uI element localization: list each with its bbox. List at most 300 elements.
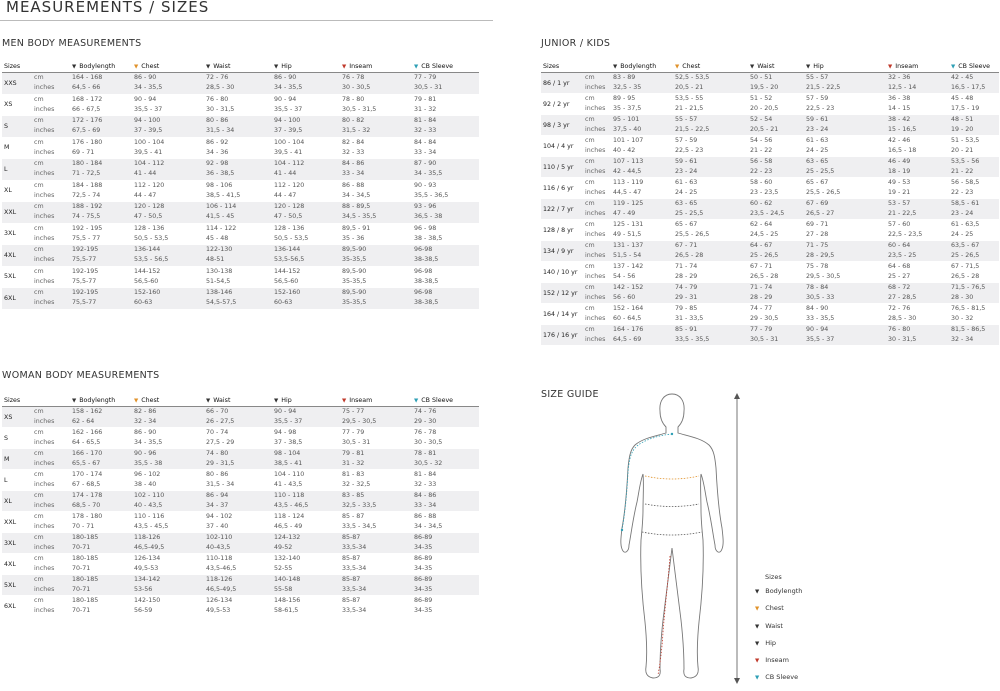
header-waist: ▼ Waist bbox=[748, 61, 804, 73]
measurement-cell-waist: 122-130 48-51 bbox=[204, 245, 272, 267]
measurement-cell-bodylength: 113 - 119 44,5 - 47 bbox=[613, 179, 644, 196]
unit-labels: cm inches bbox=[32, 533, 70, 554]
size-label: M bbox=[4, 144, 10, 152]
measurement-cell-waist: 51 - 52 20 - 20,5 bbox=[750, 95, 779, 112]
measurement-cell-cb-sleeve: 74 - 76 29 - 30 bbox=[412, 407, 479, 428]
measurement-cell-bodylength: 166 - 170 65,5 - 67 bbox=[70, 449, 132, 470]
measurement-cell-chest: 112 - 120 44 - 47 bbox=[134, 181, 165, 199]
header-bodylength: ▼ Bodylength bbox=[611, 61, 673, 73]
measurement-cell-chest: 71 - 74 28 - 29 bbox=[675, 263, 698, 280]
measurement-cell-hip: 104 - 112 41 - 44 bbox=[272, 159, 340, 181]
measurement-cell-chest: 61 - 63 24 - 25 bbox=[675, 179, 698, 196]
table-row bbox=[2, 512, 479, 533]
measurement-cell-waist: 72 - 76 28,5 - 30 bbox=[204, 73, 272, 95]
unit-labels: cm inches bbox=[34, 513, 55, 530]
table-row bbox=[2, 180, 479, 202]
measurement-cell-waist: 118-126 46,5-49,5 bbox=[204, 575, 272, 596]
table-row bbox=[2, 596, 479, 617]
measurement-cell-chest: 52,5 - 53,5 20,5 - 21 bbox=[673, 73, 748, 94]
measurement-cell-hip: 140-148 55-58 bbox=[272, 575, 340, 596]
measurement-cell-chest: 79 - 85 31 - 33,5 bbox=[675, 305, 704, 322]
table-row bbox=[2, 288, 479, 310]
measurement-cell-cb-sleeve: 63,5 - 67 25 - 26,5 bbox=[949, 241, 999, 262]
measurement-cell-inseam: 84 - 86 33 - 34 bbox=[340, 159, 412, 181]
measurement-cell-chest: 90 - 94 35,5 - 37 bbox=[134, 95, 163, 113]
measurement-cell-hip: 63 - 65 25 - 25,5 bbox=[804, 157, 886, 178]
measurement-cell-waist: 58 - 60 23 - 23,5 bbox=[750, 179, 779, 196]
measurement-cell-cb-sleeve: 84 - 84 33 - 34 bbox=[414, 138, 437, 156]
measurement-cell-waist: 102-110 40-43,5 bbox=[204, 533, 272, 554]
size-label: XS bbox=[2, 407, 32, 428]
measurement-cell-chest: 86 - 90 34 - 35,5 bbox=[132, 73, 204, 95]
unit-labels: cm inches bbox=[34, 224, 55, 242]
unit-labels: cm inches bbox=[32, 575, 70, 596]
body-silhouette bbox=[621, 394, 723, 678]
measurement-cell-hip: 69 - 71 27 - 28 bbox=[806, 221, 829, 238]
measurement-cell-chest: 110 - 116 43,5 - 45,5 bbox=[134, 513, 169, 530]
measurement-cell-cb-sleeve: 96-98 38-38,5 bbox=[412, 245, 479, 267]
measurement-cell-hip: 94 - 100 37 - 39,5 bbox=[272, 116, 340, 138]
measurement-cell-bodylength: 188 - 192 74 - 75,5 bbox=[70, 202, 132, 224]
measurement-cell-bodylength: 170 - 174 67 - 68,5 bbox=[72, 471, 103, 488]
unit-labels: cm inches bbox=[32, 202, 70, 224]
measurement-cell-waist: 110-118 43,5-46,5 bbox=[206, 555, 237, 572]
measurement-cell-bodylength: 184 - 188 72,5 - 74 bbox=[72, 181, 103, 199]
unit-labels: cm inches bbox=[583, 115, 611, 136]
unit-labels: cm inches bbox=[32, 116, 70, 138]
junior-section-title: JUNIOR / KIDS bbox=[541, 38, 611, 49]
measurement-cell-cb-sleeve: 77 - 79 30,5 - 31 bbox=[412, 73, 479, 95]
measurement-cell-bodylength: 192 - 195 75,5 - 77 bbox=[72, 224, 103, 242]
measurement-cell-hip: 59 - 61 23 - 24 bbox=[804, 115, 886, 136]
measurement-cell-chest: 152-160 60-63 bbox=[132, 288, 204, 310]
measurement-cell-bodylength: 180-185 70-71 bbox=[70, 575, 132, 596]
size-label: M bbox=[2, 449, 32, 470]
bodylength-measure-line bbox=[734, 393, 740, 684]
table-row bbox=[541, 136, 999, 157]
measurement-cell-hip: 71 - 75 28 - 29,5 bbox=[804, 241, 886, 262]
measurement-cell-cb-sleeve: 81,5 - 86,5 32 - 34 bbox=[949, 325, 999, 346]
junior-size-table bbox=[541, 61, 999, 346]
size-label: XXS bbox=[2, 73, 32, 95]
size-guide-title: SIZE GUIDE bbox=[541, 389, 599, 400]
measurement-cell-chest: 59 - 61 23 - 24 bbox=[673, 157, 748, 178]
measurement-cell-hip: 94 - 98 37 - 38,5 bbox=[274, 429, 303, 446]
size-label: 98 / 3 yr bbox=[541, 115, 583, 136]
header-cb-sleeve: ▼ CB Sleeve bbox=[412, 395, 479, 407]
header-sizes: Sizes bbox=[2, 61, 70, 73]
header-sizes: Sizes bbox=[541, 61, 611, 73]
unit-labels: cm inches bbox=[583, 283, 611, 304]
measurement-cell-inseam: 82 - 84 32 - 33 bbox=[342, 138, 365, 156]
table-row bbox=[2, 470, 479, 491]
unit-labels: cm inches bbox=[32, 73, 70, 95]
unit-labels: cm inches bbox=[585, 179, 606, 196]
table-row bbox=[2, 159, 479, 181]
unit-labels: cm inches bbox=[34, 267, 55, 285]
table-row bbox=[2, 554, 479, 575]
triangle-down-icon: ▼ bbox=[342, 398, 347, 404]
measurement-cell-cb-sleeve: 67 - 71,5 26,5 - 28 bbox=[951, 263, 980, 280]
size-label: L bbox=[4, 476, 8, 484]
measurement-cell-waist: 67 - 71 26,5 - 28 bbox=[750, 263, 779, 280]
woman-size-table bbox=[2, 395, 479, 617]
measurement-cell-inseam: 64 - 68 25 - 27 bbox=[888, 263, 911, 280]
unit-labels: cm inches bbox=[34, 555, 55, 572]
size-label: 164 / 14 yr bbox=[543, 310, 578, 318]
measurement-cell-chest: 118-126 46,5-49,5 bbox=[132, 533, 204, 554]
measurement-cell-hip: 67 - 69 26,5 - 27 bbox=[804, 199, 886, 220]
triangle-down-icon: ▼ bbox=[755, 606, 760, 613]
unit-labels: cm inches bbox=[583, 157, 611, 178]
measurement-cell-chest: 144-152 56,5-60 bbox=[134, 267, 161, 285]
triangle-down-icon: ▼ bbox=[72, 398, 77, 404]
measurement-cell-chest: 90 - 96 35,5 - 38 bbox=[132, 449, 204, 470]
measurement-cell-waist: 50 - 51 19,5 - 20 bbox=[748, 73, 804, 94]
measurement-cell-bodylength: 172 - 176 67,5 - 69 bbox=[70, 116, 132, 138]
measurement-cell-chest: 74 - 79 29 - 31 bbox=[673, 283, 748, 304]
measurement-cell-inseam: 36 - 38 14 - 15 bbox=[888, 95, 911, 112]
triangle-down-icon: ▼ bbox=[675, 64, 680, 70]
table-row bbox=[2, 449, 479, 470]
measurement-cell-hip: 86 - 90 34 - 35,5 bbox=[272, 73, 340, 95]
unit-labels: cm inches bbox=[583, 241, 611, 262]
measurement-cell-inseam: 85 - 87 33,5 - 34,5 bbox=[342, 513, 377, 530]
men-size-table bbox=[2, 61, 479, 310]
measurement-cell-cb-sleeve: 78 - 81 30,5 - 32 bbox=[412, 449, 479, 470]
measurement-cell-hip: 78 - 84 30,5 - 33 bbox=[804, 283, 886, 304]
measurement-cell-inseam: 89,5-90 35-35,5 bbox=[340, 288, 412, 310]
header-sizes: Sizes bbox=[2, 395, 70, 407]
triangle-down-icon: ▼ bbox=[72, 64, 77, 70]
measurement-cell-bodylength: 107 - 113 42 - 44,5 bbox=[611, 157, 673, 178]
size-label: 3XL bbox=[4, 230, 16, 238]
measurement-cell-hip: 110 - 118 43,5 - 46,5 bbox=[272, 491, 340, 512]
measurement-cell-inseam: 72 - 76 28,5 - 30 bbox=[888, 305, 917, 322]
triangle-down-icon: ▼ bbox=[414, 64, 419, 70]
size-label: 6XL bbox=[4, 602, 16, 610]
measurement-cell-inseam: 85-87 33,5-34 bbox=[342, 555, 367, 572]
measurement-cell-chest: 57 - 59 22,5 - 23 bbox=[675, 137, 704, 154]
measurement-cell-chest: 120 - 128 47 - 50,5 bbox=[132, 202, 204, 224]
page-title: MEASUREMENTS / SIZES bbox=[6, 0, 210, 16]
measurement-cell-waist: 86 - 94 34 - 37 bbox=[204, 491, 272, 512]
header-cb-sleeve: ▼ CB Sleeve bbox=[412, 61, 479, 73]
cb-sleeve-measure-line bbox=[621, 433, 673, 531]
measurement-cell-chest: 100 - 104 39,5 - 41 bbox=[134, 138, 165, 156]
measurement-cell-hip: 57 - 59 22,5 - 23 bbox=[806, 95, 835, 112]
header-hip: ▼ Hip bbox=[272, 395, 340, 407]
measurement-cell-waist: 52 - 54 20,5 - 21 bbox=[748, 115, 804, 136]
measurement-cell-waist: 80 - 86 31,5 - 34 bbox=[206, 471, 235, 488]
measurement-cell-cb-sleeve: 86-89 34-35 bbox=[412, 575, 479, 596]
measurement-cell-hip: 100 - 104 39,5 - 41 bbox=[274, 138, 305, 156]
measurement-cell-waist: 77 - 79 30,5 - 31 bbox=[748, 325, 804, 346]
size-label: 104 / 4 yr bbox=[543, 142, 574, 150]
triangle-down-icon: ▼ bbox=[613, 64, 618, 70]
table-row bbox=[2, 533, 479, 554]
measurement-cell-hip: 65 - 67 25,5 - 26,5 bbox=[806, 179, 841, 196]
size-label: 92 / 2 yr bbox=[543, 100, 570, 108]
table-row bbox=[2, 245, 479, 267]
measurement-cell-bodylength: 137 - 142 54 - 56 bbox=[613, 263, 644, 280]
measurement-cell-chest: 104 - 112 41 - 44 bbox=[132, 159, 204, 181]
header-chest: ▼ Chest bbox=[132, 61, 204, 73]
measurement-cell-chest: 134-142 53-56 bbox=[132, 575, 204, 596]
legend-title: Sizes bbox=[765, 573, 782, 581]
measurement-cell-waist: 71 - 74 28 - 29 bbox=[748, 283, 804, 304]
measurement-cell-bodylength: 180-185 70-71 bbox=[70, 533, 132, 554]
measurement-cell-bodylength: 192-195 75,5-77 bbox=[70, 288, 132, 310]
measurement-cell-cb-sleeve: 96-98 38-38,5 bbox=[414, 267, 439, 285]
table-row bbox=[541, 94, 999, 115]
measurement-cell-hip: 136-144 53,5-56,5 bbox=[272, 245, 340, 267]
measurement-cell-hip: 98 - 104 38,5 - 41 bbox=[272, 449, 340, 470]
measurement-cell-cb-sleeve: 58,5 - 61 23 - 24 bbox=[949, 199, 999, 220]
legend-item-hip: ▼ Hip bbox=[755, 638, 777, 647]
title-divider bbox=[0, 20, 493, 21]
legend-item-waist: ▼ Waist bbox=[755, 621, 783, 630]
measurement-cell-chest: 142-150 56-59 bbox=[134, 597, 161, 614]
measurement-cell-inseam: 77 - 79 30,5 - 31 bbox=[342, 429, 371, 446]
table-row bbox=[2, 94, 479, 116]
measurement-cell-cb-sleeve: 56 - 58,5 22 - 23 bbox=[951, 179, 980, 196]
table-row bbox=[2, 491, 479, 512]
measurement-cell-inseam: 85-87 33,5-34 bbox=[340, 533, 412, 554]
unit-labels: cm inches bbox=[34, 597, 55, 614]
measurement-cell-inseam: 76 - 80 30 - 31,5 bbox=[886, 325, 949, 346]
measurement-cell-bodylength: 152 - 164 60 - 64,5 bbox=[613, 305, 644, 322]
table-row bbox=[541, 115, 999, 136]
measurement-cell-cb-sleeve: 90 - 93 35,5 - 36,5 bbox=[414, 181, 449, 199]
table-row bbox=[541, 262, 999, 283]
table-row bbox=[2, 575, 479, 596]
measurement-cell-hip: 112 - 120 44 - 47 bbox=[274, 181, 305, 199]
size-label: 140 / 10 yr bbox=[543, 268, 578, 276]
measurement-cell-chest: 67 - 71 26,5 - 28 bbox=[673, 241, 748, 262]
header-inseam: ▼ Inseam bbox=[340, 395, 412, 407]
table-row bbox=[2, 73, 479, 95]
legend-item-bodylength: ▼ Bodylength bbox=[755, 587, 803, 595]
table-row bbox=[541, 157, 999, 178]
measurement-cell-cb-sleeve: 93 - 96 36,5 - 38 bbox=[412, 202, 479, 224]
table-row bbox=[2, 223, 479, 245]
measurement-cell-cb-sleeve: 48 - 51 19 - 20 bbox=[949, 115, 999, 136]
size-label: XL bbox=[2, 491, 32, 512]
table-row bbox=[541, 241, 999, 262]
measurement-cell-waist: 54 - 56 21 - 22 bbox=[750, 137, 773, 154]
measurement-cell-waist: 92 - 98 36 - 38,5 bbox=[204, 159, 272, 181]
measurement-cell-bodylength: 142 - 152 56 - 60 bbox=[611, 283, 673, 304]
size-guide-legend bbox=[755, 573, 802, 691]
measurement-cell-hip: 118 - 124 46,5 - 49 bbox=[274, 513, 305, 530]
size-label: 86 / 1 yr bbox=[541, 73, 583, 94]
size-label: XS bbox=[4, 101, 13, 109]
header-inseam: ▼ Inseam bbox=[340, 61, 412, 73]
table-header-row bbox=[541, 61, 999, 73]
measurement-cell-waist: 66 - 70 26 - 27,5 bbox=[204, 407, 272, 428]
measurement-cell-inseam: 49 - 53 19 - 21 bbox=[888, 179, 911, 196]
measurement-cell-bodylength: 162 - 166 64 - 65,5 bbox=[72, 429, 103, 446]
measurement-cell-chest: 102 - 110 40 - 43,5 bbox=[132, 491, 204, 512]
measurement-cell-cb-sleeve: 45 - 48 17,5 - 19 bbox=[951, 95, 980, 112]
measurement-cell-bodylength: 164 - 176 64,5 - 69 bbox=[611, 325, 673, 346]
table-row bbox=[2, 407, 479, 428]
measurement-cell-inseam: 80 - 82 31,5 - 32 bbox=[340, 116, 412, 138]
triangle-down-icon: ▼ bbox=[274, 64, 279, 70]
measurement-cell-cb-sleeve: 86-89 34-35 bbox=[414, 555, 433, 572]
table-row bbox=[2, 116, 479, 138]
unit-labels: cm inches bbox=[34, 181, 55, 199]
triangle-down-icon: ▼ bbox=[206, 398, 211, 404]
measurement-cell-chest: 128 - 136 50,5 - 53,5 bbox=[134, 224, 169, 242]
measurement-cell-cb-sleeve: 87 - 90 34 - 35,5 bbox=[412, 159, 479, 181]
triangle-down-icon: ▼ bbox=[134, 64, 139, 70]
measurement-cell-cb-sleeve: 81 - 84 32 - 33 bbox=[412, 116, 479, 138]
measurement-cell-bodylength: 192-195 75,5-77 bbox=[70, 245, 132, 267]
measurement-cell-hip: 90 - 94 35,5 - 37 bbox=[272, 407, 340, 428]
measurement-cell-chest: 85 - 91 33,5 - 35,5 bbox=[673, 325, 748, 346]
triangle-down-icon: ▼ bbox=[951, 64, 956, 70]
measurement-cell-waist: 70 - 74 27,5 - 29 bbox=[206, 429, 235, 446]
measurement-cell-cb-sleeve: 76,5 - 81,5 30 - 32 bbox=[951, 305, 986, 322]
header-chest: ▼ Chest bbox=[673, 61, 748, 73]
size-label: 4XL bbox=[2, 245, 32, 267]
measurement-cell-inseam: 89,5-90 35-35,5 bbox=[340, 245, 412, 267]
size-label: S bbox=[2, 116, 32, 138]
measurement-cell-waist: 74 - 80 29 - 31,5 bbox=[204, 449, 272, 470]
unit-labels: cm inches bbox=[32, 288, 70, 310]
measurement-cell-cb-sleeve: 86 - 88 34 - 34,5 bbox=[414, 513, 443, 530]
measurement-cell-inseam: 88 - 89,5 34,5 - 35,5 bbox=[340, 202, 412, 224]
measurement-cell-cb-sleeve: 76 - 78 30 - 30,5 bbox=[414, 429, 443, 446]
measurement-cell-hip: 152-160 60-63 bbox=[272, 288, 340, 310]
unit-labels: cm inches bbox=[32, 245, 70, 267]
triangle-down-icon: ▼ bbox=[206, 64, 211, 70]
measurement-cell-waist: 74 - 77 29 - 30,5 bbox=[750, 305, 779, 322]
triangle-down-icon: ▼ bbox=[755, 675, 760, 682]
measurement-cell-hip: 104 - 110 41 - 43,5 bbox=[274, 471, 305, 488]
size-label: XXL bbox=[4, 518, 17, 526]
measurement-cell-cb-sleeve: 71,5 - 76,5 28 - 30 bbox=[949, 283, 999, 304]
unit-labels: cm inches bbox=[585, 221, 606, 238]
measurement-cell-hip: 144-152 56,5-60 bbox=[274, 267, 301, 285]
chest-measure-line bbox=[645, 476, 699, 479]
measurement-cell-waist: 98 - 106 38,5 - 41,5 bbox=[206, 181, 241, 199]
measurement-cell-waist: 130-138 51-54,5 bbox=[206, 267, 233, 285]
measurement-cell-bodylength: 178 - 180 70 - 71 bbox=[72, 513, 103, 530]
measurement-cell-waist: 126-134 49,5-53 bbox=[206, 597, 233, 614]
measurement-cell-cb-sleeve: 61 - 63,5 24 - 25 bbox=[951, 221, 980, 238]
measurement-cell-waist: 94 - 102 37 - 40 bbox=[206, 513, 233, 530]
measurement-cell-cb-sleeve: 84 - 86 33 - 34 bbox=[412, 491, 479, 512]
measurement-cell-hip: 90 - 94 35,5 - 37 bbox=[804, 325, 886, 346]
measurement-cell-inseam: 75 - 77 29,5 - 30,5 bbox=[340, 407, 412, 428]
measurement-cell-inseam: 81 - 83 32 - 32,5 bbox=[342, 471, 371, 488]
table-row bbox=[541, 220, 999, 241]
measurement-cell-bodylength: 192-195 75,5-77 bbox=[72, 267, 99, 285]
size-label: XL bbox=[4, 187, 12, 195]
measurement-cell-hip: 128 - 136 50,5 - 53,5 bbox=[274, 224, 309, 242]
measurement-cell-waist: 76 - 80 30 - 31,5 bbox=[206, 95, 235, 113]
men-section-title: MEN BODY MEASUREMENTS bbox=[2, 38, 142, 49]
measurement-cell-chest: 94 - 100 37 - 39,5 bbox=[132, 116, 204, 138]
table-header-row bbox=[2, 61, 479, 73]
measurement-cell-bodylength: 168 - 172 66 - 67,5 bbox=[72, 95, 103, 113]
measurement-cell-cb-sleeve: 96 - 98 38 - 38,5 bbox=[414, 224, 443, 242]
table-row bbox=[541, 325, 999, 346]
measurement-cell-chest: 53,5 - 55 21 - 21,5 bbox=[675, 95, 704, 112]
measurement-cell-inseam: 85-87 33,5-34 bbox=[342, 597, 367, 614]
size-label: XXL bbox=[2, 202, 32, 224]
measurement-cell-bodylength: 95 - 101 37,5 - 40 bbox=[611, 115, 673, 136]
measurement-cell-bodylength: 164 - 168 64,5 - 66 bbox=[70, 73, 132, 95]
table-row bbox=[2, 202, 479, 224]
header-bodylength: ▼ Bodylength bbox=[70, 395, 132, 407]
table-row bbox=[2, 266, 479, 288]
measurement-cell-chest: 86 - 90 34 - 35,5 bbox=[134, 429, 163, 446]
woman-section-title: WOMAN BODY MEASUREMENTS bbox=[2, 370, 160, 381]
hip-measure-line bbox=[642, 532, 702, 535]
measurement-cell-chest: 96 - 102 38 - 40 bbox=[134, 471, 161, 488]
size-label: S bbox=[4, 434, 8, 442]
legend-item-inseam: ▼ Inseam bbox=[755, 656, 789, 665]
header-waist: ▼ Waist bbox=[204, 61, 272, 73]
unit-labels: cm inches bbox=[583, 199, 611, 220]
header-hip: ▼ Hip bbox=[804, 61, 886, 73]
table-row bbox=[541, 199, 999, 220]
measurement-cell-hip: 120 - 128 47 - 50,5 bbox=[272, 202, 340, 224]
measurement-cell-hip: 61 - 63 24 - 25 bbox=[806, 137, 829, 154]
measurement-cell-inseam: 89,5 - 91 35 - 36 bbox=[342, 224, 371, 242]
measurement-cell-inseam: 83 - 85 32,5 - 33,5 bbox=[340, 491, 412, 512]
table-row bbox=[2, 428, 479, 449]
unit-labels: cm inches bbox=[34, 95, 55, 113]
size-label: 5XL bbox=[4, 273, 16, 281]
size-label: 5XL bbox=[2, 575, 32, 596]
unit-labels: cm inches bbox=[585, 95, 606, 112]
unit-labels: cm inches bbox=[34, 471, 55, 488]
measurement-cell-waist: 86 - 92 34 - 36 bbox=[206, 138, 229, 156]
measurement-cell-bodylength: 176 - 180 69 - 71 bbox=[72, 138, 103, 156]
measurement-cell-hip: 75 - 78 29,5 - 30,5 bbox=[806, 263, 841, 280]
table-row bbox=[541, 304, 999, 325]
measurement-cell-cb-sleeve: 42 - 45 16,5 - 17,5 bbox=[949, 73, 999, 94]
measurement-cell-bodylength: 89 - 95 35 - 37,5 bbox=[613, 95, 642, 112]
size-label: 128 / 8 yr bbox=[543, 226, 574, 234]
triangle-down-icon: ▼ bbox=[755, 640, 760, 647]
unit-labels: cm inches bbox=[585, 137, 606, 154]
size-label: 122 / 7 yr bbox=[541, 199, 583, 220]
triangle-down-icon: ▼ bbox=[750, 64, 755, 70]
measurement-cell-inseam: 78 - 80 30,5 - 31,5 bbox=[342, 95, 377, 113]
measurement-cell-chest: 63 - 65 25 - 25,5 bbox=[673, 199, 748, 220]
measurement-cell-bodylength: 119 - 125 47 - 49 bbox=[611, 199, 673, 220]
measurement-cell-cb-sleeve: 86-89 34-35 bbox=[412, 533, 479, 554]
measurement-cell-inseam: 53 - 57 21 - 22,5 bbox=[886, 199, 949, 220]
unit-labels: cm inches bbox=[583, 325, 611, 346]
measurement-cell-hip: 124-132 49-52 bbox=[272, 533, 340, 554]
measurement-cell-cb-sleeve: 51 - 53,5 20 - 21 bbox=[951, 137, 980, 154]
size-label: 152 / 12 yr bbox=[541, 283, 583, 304]
size-label: L bbox=[2, 159, 32, 181]
measurement-cell-cb-sleeve: 81 - 84 32 - 33 bbox=[414, 471, 437, 488]
measurement-cell-chest: 65 - 67 25,5 - 26,5 bbox=[675, 221, 710, 238]
unit-labels: cm inches bbox=[32, 159, 70, 181]
measurement-cell-waist: 114 - 122 45 - 48 bbox=[206, 224, 237, 242]
triangle-down-icon: ▼ bbox=[274, 398, 279, 404]
measurement-cell-inseam: 86 - 88 34 - 34,5 bbox=[342, 181, 371, 199]
